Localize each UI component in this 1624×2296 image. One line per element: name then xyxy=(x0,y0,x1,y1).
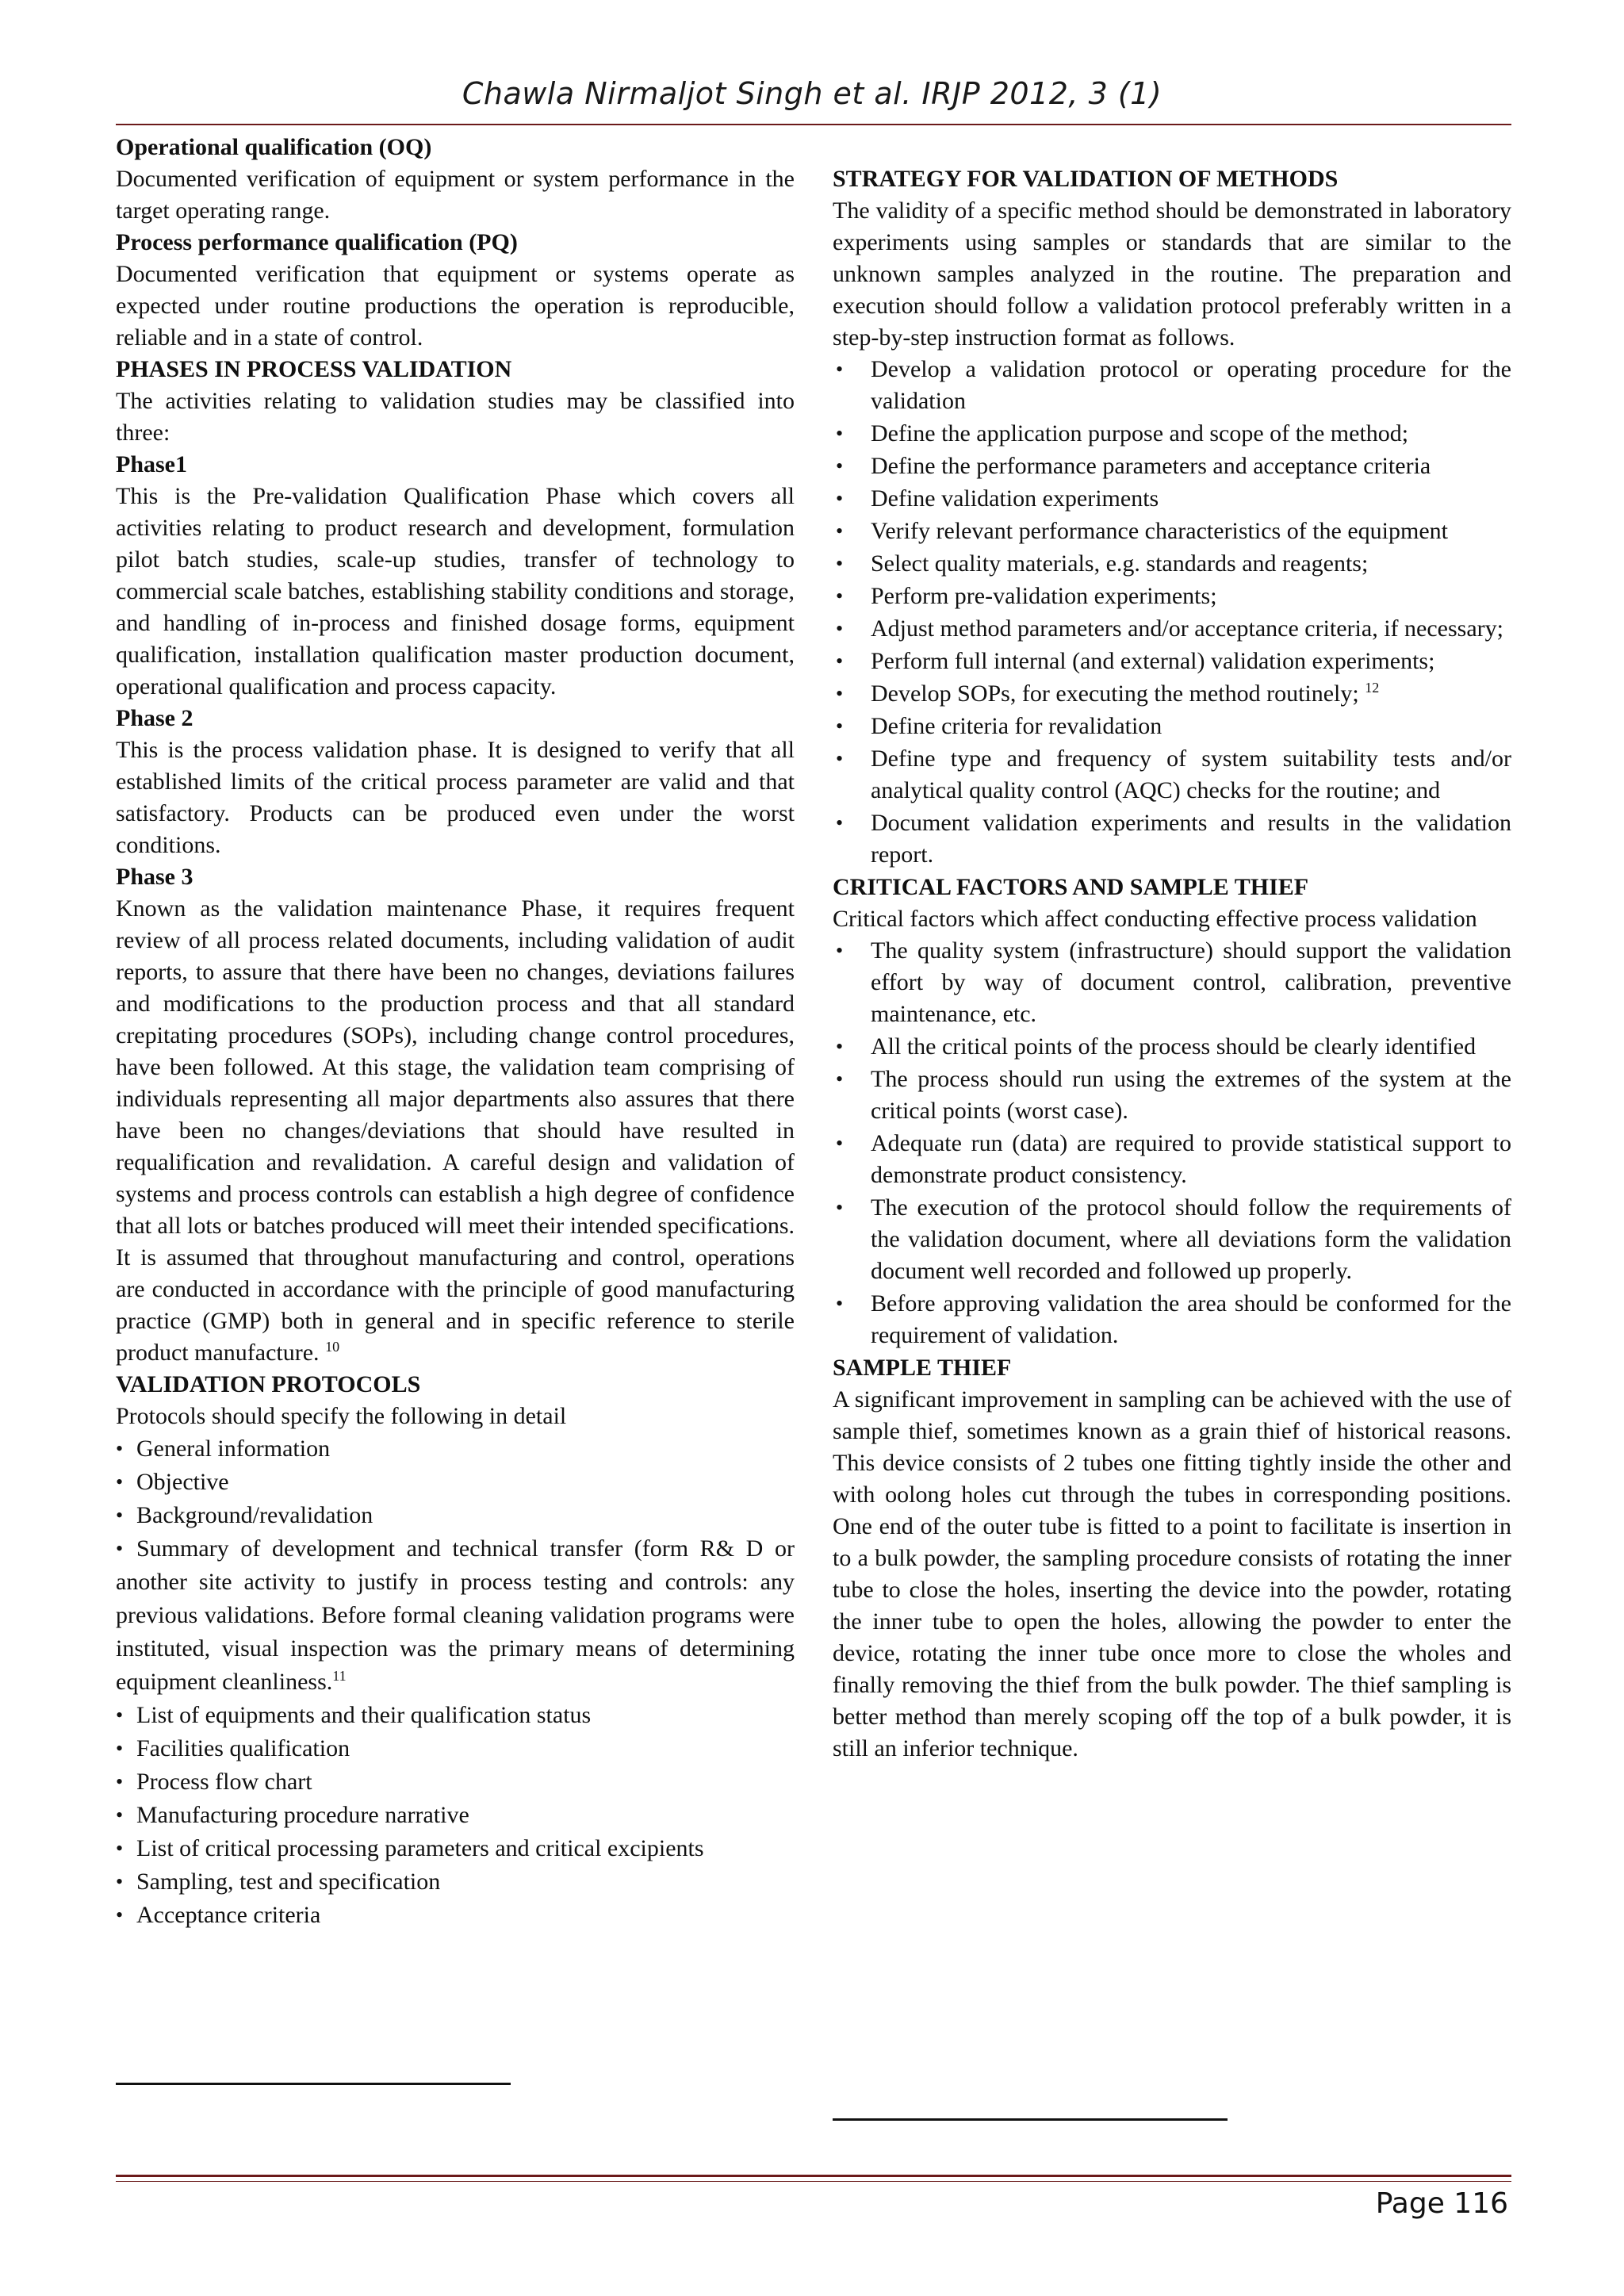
phases-intro: The activities relating to validation studies may be classified into three: xyxy=(116,388,795,446)
bullet-icon: • xyxy=(836,454,844,477)
running-header: Chawla Nirmaljot Singh et al. IRJP 2012, 3 (1) xyxy=(462,76,1162,111)
protocol-list xyxy=(116,1432,795,1932)
bullet-icon: • xyxy=(836,939,844,962)
bullet-icon: • xyxy=(836,358,844,381)
list-item: • Document validation experiments and results in the validation report. xyxy=(833,807,1511,871)
bullet-icon: • xyxy=(836,1068,844,1091)
bullet-icon: • xyxy=(116,1504,124,1527)
bullet-icon: • xyxy=(836,519,844,542)
list-item: • Sampling, test and specification xyxy=(116,1865,795,1899)
bullet-icon: • xyxy=(116,1870,124,1893)
list-item: • Manufacturing procedure narrative xyxy=(116,1799,795,1832)
citation-10: 10 xyxy=(325,1339,340,1355)
phase3-heading: Phase 3 xyxy=(116,864,193,890)
oq-heading: Operational qualification (OQ) xyxy=(116,134,432,160)
right-column xyxy=(833,163,1511,1765)
list-item: • Define type and frequency of system suitability tests and/or analytical quality control (AQC) checks for the routine; and xyxy=(833,743,1511,807)
list-item: • General information xyxy=(116,1432,795,1466)
list-item-summary: • Summary of development and technical transfer (form R& D or another site activity to justify in process testing and controls: any previous validations. Before formal cleaning validation programs were instituted, visual inspection was the primary means of determining equipment cleanliness.$^{11}$ xyxy=(116,1532,795,1699)
phases-heading: PHASES IN PROCESS VALIDATION xyxy=(116,356,512,382)
bullet-icon: • xyxy=(116,1803,124,1826)
footer-divider-thin xyxy=(116,2181,1511,2182)
list-item: • Define criteria for revalidation xyxy=(833,711,1511,742)
bullet-icon: • xyxy=(836,585,844,608)
bullet-icon: • xyxy=(836,1196,844,1219)
bullet-icon: • xyxy=(836,552,844,575)
bullet-icon: • xyxy=(836,682,844,705)
bullet-icon: • xyxy=(836,650,844,673)
citation-11: 11 xyxy=(332,1668,347,1684)
list-item: • The quality system (infrastructure) should support the validation effort by way of document control, calibration, preventive maintenance, etc. xyxy=(833,935,1511,1030)
list-item: • Define validation experiments xyxy=(833,483,1511,515)
strategy-text: The validity of a specific method should be demonstrated in laboratory experiments using samples or standards that are similar to the unknown samples analyzed in the routine. The preparation and execution should follow a validation protocol preferably written in a step-by-step instruction format as follows. xyxy=(833,197,1511,351)
bullet-icon: • xyxy=(116,1437,124,1460)
list-item: • List of critical processing parameters and critical excipients xyxy=(116,1832,795,1865)
list-item: • List of equipments and their qualification status xyxy=(116,1699,795,1732)
bullet-icon: • xyxy=(116,1903,124,1926)
protocols-intro: Protocols should specify the following in detail xyxy=(116,1403,567,1429)
page-number: Page 116 xyxy=(1375,2187,1508,2220)
footnote-divider-right xyxy=(833,2118,1228,2121)
list-item: • Define the application purpose and scope of the method; xyxy=(833,418,1511,450)
header-divider xyxy=(116,124,1511,125)
list-item: • Facilities qualification xyxy=(116,1732,795,1765)
list-item: • Process flow chart xyxy=(116,1765,795,1799)
footnote-divider-left xyxy=(116,2083,511,2085)
bullet-icon: • xyxy=(836,811,844,834)
bullet-icon: • xyxy=(836,1035,844,1058)
list-item: • The process should run using the extremes of the system at the critical points (worst case). xyxy=(833,1064,1511,1127)
bullet-icon: • xyxy=(836,715,844,738)
bullet-icon: • xyxy=(116,1770,124,1793)
bullet-icon: • xyxy=(836,1292,844,1315)
bullet-icon: • xyxy=(836,747,844,770)
list-item: • Adjust method parameters and/or acceptance criteria, if necessary; xyxy=(833,613,1511,645)
phase1-heading: Phase1 xyxy=(116,451,187,477)
list-item: • Adequate run (data) are required to provide statistical support to demonstrate product consistency. xyxy=(833,1128,1511,1191)
citation-12: 12 xyxy=(1365,680,1380,696)
thief-heading: SAMPLE THIEF xyxy=(833,1355,1012,1381)
phase2-heading: Phase 2 xyxy=(116,705,193,731)
list-item: • Perform pre-validation experiments; xyxy=(833,581,1511,612)
footer-divider xyxy=(116,2175,1511,2177)
bullet-icon: • xyxy=(116,1837,124,1860)
bullet-icon: • xyxy=(836,422,844,445)
strategy-heading: STRATEGY FOR VALIDATION OF METHODS xyxy=(833,166,1339,192)
pq-heading: Process performance qualification (PQ) xyxy=(116,229,518,255)
list-item: • All the critical points of the process should be clearly identified xyxy=(833,1031,1511,1063)
list-item: • Develop a validation protocol or operating procedure for the validation xyxy=(833,354,1511,417)
bullet-icon: • xyxy=(116,1537,124,1560)
phase2-text: This is the process validation phase. It is designed to verify that all established limits of the critical process parameter are valid and that satisfactory. Products can be produced even under the worst conditions. xyxy=(116,737,795,858)
bullet-icon: • xyxy=(836,1132,844,1155)
bullet-icon: • xyxy=(836,487,844,510)
bullet-icon: • xyxy=(836,617,844,640)
list-item: • Acceptance criteria xyxy=(116,1899,795,1932)
strategy-list xyxy=(833,354,1511,871)
list-item: • Verify relevant performance characteristics of the equipment xyxy=(833,516,1511,547)
phase3-text: Known as the validation maintenance Phase, it requires frequent review of all process related documents, including validation of audit reports, to assure that there have been no changes, deviations failures and modifications to the production process and that all standard crepitating procedures (SOPs), including change control procedures, have been followed. At this stage, the validation team comprising of individuals representing all major departments also assures that there have been no changes/deviations that should have resulted in requalification and revalidation. A careful design and validation of systems and process controls can establish a high degree of confidence that all lots or batches produced will meet their intended specifications. It is assumed that throughout manufacturing and control, operations are conducted in accordance with the principle of good manufacturing practice (GMP) both in general and in specific reference to sterile product manufacture. xyxy=(116,895,795,1366)
list-item: • Background/revalidation xyxy=(116,1499,795,1532)
list-item: • Define the performance parameters and acceptance criteria xyxy=(833,450,1511,482)
oq-text: Documented verification of equipment or system performance in the target operating range. xyxy=(116,166,795,224)
list-item: • Before approving validation the area should be conformed for the requirement of validation. xyxy=(833,1288,1511,1351)
protocols-heading: VALIDATION PROTOCOLS xyxy=(116,1371,421,1397)
critical-heading: CRITICAL FACTORS AND SAMPLE THIEF xyxy=(833,874,1309,900)
bullet-icon: • xyxy=(116,1470,124,1493)
critical-intro: Critical factors which affect conducting effective process validation xyxy=(833,906,1477,932)
phase3-paragraph xyxy=(116,893,795,1369)
thief-text: A significant improvement in sampling can be achieved with the use of sample thief, sometimes known as a grain thief of historical reasons. This device consists of 2 tubes one fitting tightly inside the other and with oolong holes cut through the tubes in corresponding positions. One end of the outer tube is fitted to a point to facilitate is insertion in to a bulk powder, the sampling procedure consists of rotating the inner tube to close the holes, inserting the device into the powder, rotating the inner tube to open the holes, allowing the powder to enter the device, rotating the inner tube once more to close the wholes and finally removing the thief from the bulk powder. The thief sampling is better method than merely scoping off the top of a bulk powder, it is still an inferior technique. xyxy=(833,1386,1511,1761)
list-item: • Objective xyxy=(116,1466,795,1499)
left-column xyxy=(116,132,795,1932)
bullet-icon: • xyxy=(116,1704,124,1727)
list-item: • Select quality materials, e.g. standards and reagents; xyxy=(833,548,1511,580)
list-item: • Develop SOPs, for executing the method routinely; $^{12}$ xyxy=(833,678,1511,710)
list-item: • The execution of the protocol should follow the requirements of the validation document, where all deviations form the validation document well recorded and followed up properly. xyxy=(833,1192,1511,1287)
phase1-text: This is the Pre-validation Qualification Phase which covers all activities relating to product research and development, formulation pilot batch studies, scale-up studies, transfer of technology to commercial scale batches, establishing stability conditions and storage, and handling of in-process and finished dosage forms, equipment qualification, installation qualification master production document, operational qualification and process capacity. xyxy=(116,483,795,700)
list-item: • Perform full internal (and external) validation experiments; xyxy=(833,646,1511,677)
pq-text: Documented verification that equipment or systems operate as expected under routine productions the operation is reproducible, reliable and in a state of control. xyxy=(116,261,795,351)
critical-list xyxy=(833,935,1511,1351)
bullet-icon: • xyxy=(116,1737,124,1760)
